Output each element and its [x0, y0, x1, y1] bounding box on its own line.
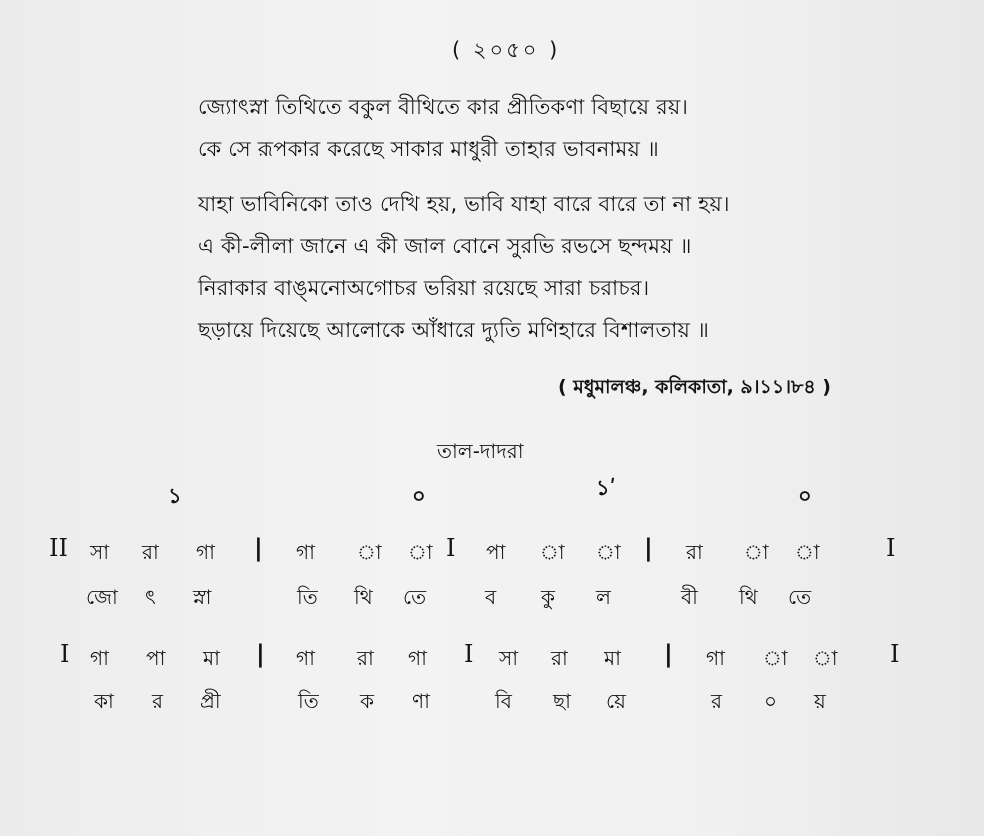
row2-note-7: সা [499, 646, 519, 670]
row2-note-6: গা [408, 646, 427, 670]
row2-lyric-2: র [152, 689, 164, 713]
row2-lyric-3: প্রী [200, 689, 221, 713]
row1-lyric-5: থি [354, 585, 373, 609]
row2-lyric-6: ণা [412, 689, 430, 713]
row1-start-marker: II [49, 534, 68, 562]
poem-line-4: এ কী-লীলা জানে এ কী জাল বোনে সুরভি রভসে ছন্দময় ॥ [198, 234, 692, 258]
row1-lyric-10: বী [681, 585, 698, 609]
poem-line-3: যাহা ভাবিনিকো তাও দেখি হয়, ভাবি যাহা বারে বারে তা না হয়। [198, 192, 730, 216]
row2-lyric-5: ক [360, 689, 374, 713]
row1-note-4: গা [296, 540, 315, 564]
row1-lyric-1: জো [86, 585, 118, 609]
row1-lyric-6: তে [403, 585, 427, 609]
beat-mark-4: ০ [798, 484, 812, 508]
row1-lyric-4: তি [297, 585, 318, 609]
row2-lyric-8: ছা [553, 689, 571, 713]
row2-note-2: পা [146, 646, 166, 670]
row1-end-marker: I [886, 534, 896, 562]
row2-note-8: রা [551, 646, 568, 670]
row2-note-4: গা [296, 646, 315, 670]
row2-lyric-12: য় [814, 689, 826, 713]
row2-note-5: রা [357, 646, 374, 670]
row1-lyric-7: ব [485, 585, 497, 609]
poem-line-5: নিরাকার বাঙ্‌মনোঅগোচর ভরিয়া রয়েছে সারা চরাচর। [198, 276, 650, 300]
poem-line-6: ছড়ায়ে দিয়েছে আলোকে আঁধারে দ্যুতি মণিহারে বিশালতায় ॥ [198, 318, 710, 342]
row2-lyric-11: ০ [764, 689, 778, 713]
row1-lyric-9: ল [596, 585, 611, 609]
row1-lyric-3: স্না [193, 585, 212, 609]
row1-lyric-8: কু [541, 585, 555, 609]
row1-note-10: রা [686, 540, 703, 564]
tala-label: তাল-দাদরা [437, 439, 524, 463]
row1-lyric-12: তে [788, 585, 812, 609]
row1-note-7: পা [486, 540, 506, 564]
row1-mid-marker: I [446, 534, 456, 562]
row2-note-12: া [813, 646, 838, 670]
row2-note-1: গা [90, 646, 109, 670]
row2-bar-1: | [256, 640, 265, 668]
row1-bar-2: | [644, 534, 653, 562]
poem-line-2: কে সে রূপকার করেছে সাকার মাধুরী তাহার ভাবনাময় ॥ [198, 137, 659, 161]
row1-note-11: া [744, 540, 769, 564]
row2-note-10: গা [706, 646, 725, 670]
row1-lyric-2: ৎ [145, 585, 156, 609]
row1-note-3: গা [196, 540, 215, 564]
row1-lyric-11: থি [739, 585, 758, 609]
row2-note-11: া [763, 646, 788, 670]
poem-line-1: জ্যোৎস্না তিথিতে বকুল বীথিতে কার প্রীতিকণা বিছায়ে রয়। [198, 95, 689, 119]
row2-lyric-10: র [711, 689, 723, 713]
beat-mark-1: ১ [168, 484, 182, 508]
row2-mid-marker: I [464, 640, 474, 668]
row2-end-marker: I [890, 640, 900, 668]
row2-note-9: মা [604, 646, 621, 670]
row2-lyric-9: য়ে [606, 689, 626, 713]
row2-lyric-7: বি [495, 689, 512, 713]
row1-note-2: রা [142, 540, 159, 564]
row1-bar-1: | [254, 534, 263, 562]
row2-start-marker: I [60, 640, 70, 668]
beat-mark-2: ০ [412, 484, 426, 508]
row1-note-9: া [596, 540, 621, 564]
row1-note-6: া [408, 540, 433, 564]
row2-bar-2: | [664, 640, 673, 668]
page-number: ( ২০৫০ ) [452, 38, 561, 62]
row1-note-5: া [357, 540, 382, 564]
row2-lyric-1: কা [94, 689, 114, 713]
composition-signature: ( মধুমালঞ্চ, কলিকাতা, ৯।১১।৮৪ ) [558, 376, 831, 398]
row1-note-1: সা [90, 540, 110, 564]
row1-note-12: া [795, 540, 820, 564]
beat-mark-3: ১ʹ [596, 476, 616, 500]
row2-note-3: মা [203, 646, 220, 670]
row1-note-8: া [540, 540, 565, 564]
row2-lyric-4: তি [298, 689, 319, 713]
